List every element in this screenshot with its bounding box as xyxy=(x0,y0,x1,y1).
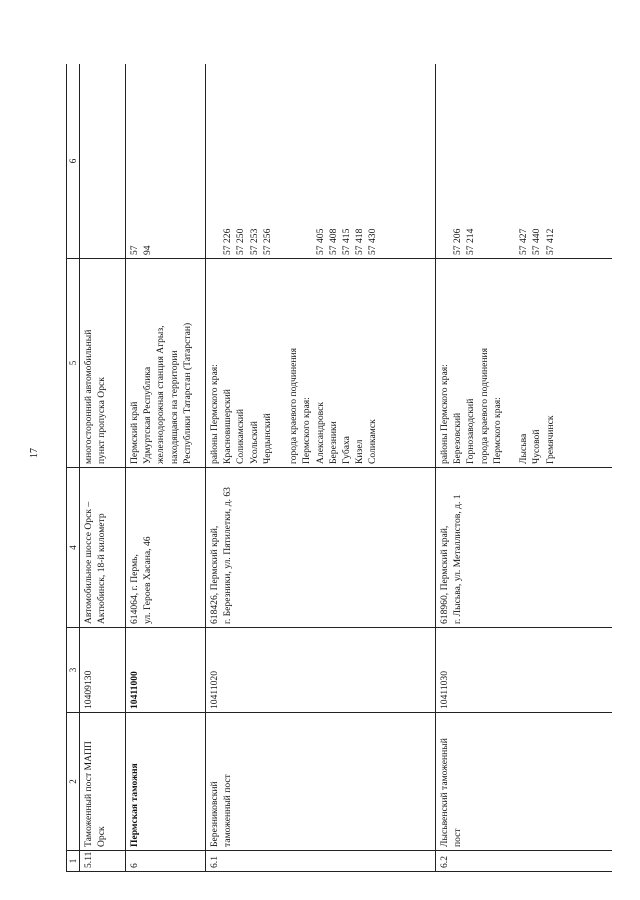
cell-line xyxy=(478,67,491,255)
cell-line: 57 405 xyxy=(314,228,326,255)
cell-line: Орск xyxy=(96,826,108,847)
cell-line: железнодорожная станция Агрыз, xyxy=(155,325,167,464)
cell-line: Автомобильное шоссе Орск – xyxy=(83,501,94,624)
cell-line xyxy=(274,262,287,464)
column-number: 5 xyxy=(67,259,80,468)
row-number: 6.1 xyxy=(209,856,220,868)
row-number: 6.2 xyxy=(439,856,450,868)
address-cell xyxy=(126,468,206,628)
cell-line: находящаяся на территории xyxy=(168,350,180,464)
cell-line xyxy=(287,67,300,255)
cell-line: Лысьвенский таможенный xyxy=(439,738,450,847)
cell-line: 57 427 xyxy=(518,228,530,255)
cell-line: многосторонний автомобильный xyxy=(83,329,94,464)
table-row xyxy=(80,64,126,872)
cell-line: 94 xyxy=(142,245,154,255)
column-number: 4 xyxy=(67,468,80,628)
okato-code-cell xyxy=(80,64,126,259)
cell-line xyxy=(504,67,517,255)
customs-code-cell xyxy=(126,628,206,713)
cell-line: Пермского края: xyxy=(301,397,313,464)
cell-line: 618426, Пермский край, xyxy=(209,525,220,624)
cell-line xyxy=(504,262,517,464)
column-number: 3 xyxy=(67,628,80,713)
customs-name-cell xyxy=(80,713,126,851)
customs-table xyxy=(66,64,612,872)
customs-name-cell xyxy=(206,713,436,851)
cell-line xyxy=(300,67,313,255)
cell-line: Пермская таможня xyxy=(129,763,140,847)
cell-line: Александровск xyxy=(314,401,326,464)
cell-line: 57 214 xyxy=(465,228,477,255)
cell-line: г. Березники, ул. Пятилетки, д. 63 xyxy=(222,487,234,624)
cell-line: пост xyxy=(452,828,464,847)
column-number: 6 xyxy=(67,64,80,259)
row-number-cell xyxy=(80,851,126,872)
cell-line: Республики Татарстан (Татарстан) xyxy=(181,322,193,464)
row-number-cell xyxy=(206,851,436,872)
row-number: 5.11 xyxy=(83,851,94,868)
cell-line: 57 418 xyxy=(354,228,366,255)
table-sheet xyxy=(66,64,612,872)
cell-line: районы Пермского края: xyxy=(209,364,220,464)
cell-line: 57 250 xyxy=(235,228,247,255)
cell-line: 57 415 xyxy=(340,228,352,255)
cell-line xyxy=(208,67,221,255)
cell-line: Горнозаводский xyxy=(465,398,477,464)
customs-code: 10411020 xyxy=(209,670,220,709)
cell-line: г. Лысьва, ул. Металлистов, д. 1 xyxy=(452,494,464,624)
cell-line: 57 408 xyxy=(327,228,339,255)
cell-line xyxy=(491,67,504,255)
customs-code-cell xyxy=(436,628,613,713)
cell-line: 57 256 xyxy=(261,228,273,255)
cell-line: города краевого подчинения xyxy=(288,347,300,464)
cell-line: Соликамский xyxy=(235,408,247,464)
cell-line xyxy=(438,67,451,255)
cell-line: 57 430 xyxy=(367,228,379,255)
customs-code: 10409130 xyxy=(83,670,94,709)
customs-code-cell xyxy=(206,628,436,713)
customs-code: 10411000 xyxy=(129,671,140,709)
cell-line: 57 440 xyxy=(531,228,543,255)
cell-line: таможенный пост xyxy=(222,774,234,847)
cell-line: 57 412 xyxy=(544,228,556,255)
table-body xyxy=(80,64,613,872)
okato-code-cell xyxy=(126,64,206,259)
table-row xyxy=(206,64,436,872)
cell-line: 618960, Пермский край, xyxy=(439,525,450,624)
cell-line: Актюбинск, 18-й километр xyxy=(96,513,108,624)
okato-code-cell xyxy=(206,64,436,259)
customs-code: 10411030 xyxy=(439,670,450,709)
row-number: 6 xyxy=(129,863,140,868)
column-number: 2 xyxy=(67,713,80,851)
cell-line: пункт пропуска Орск xyxy=(96,377,108,464)
customs-code-cell xyxy=(80,628,126,713)
cell-line: Пермский край xyxy=(129,401,140,464)
cell-line: Лысьва xyxy=(518,433,530,464)
customs-name-cell xyxy=(126,713,206,851)
cell-line: Усольский xyxy=(248,421,260,464)
cell-line: Кизел xyxy=(354,439,366,464)
column-number-row xyxy=(67,64,80,872)
cell-line: 57 226 xyxy=(222,228,234,255)
okato-code-cell xyxy=(436,64,613,259)
rotated-page xyxy=(66,64,612,872)
address-cell xyxy=(206,468,436,628)
cell-line: Березовский xyxy=(452,412,464,464)
cell-line: Соликамск xyxy=(367,419,379,464)
table-row xyxy=(126,64,206,872)
row-number-cell xyxy=(436,851,613,872)
column-number: 1 xyxy=(67,851,80,872)
cell-line: 614064, г. Пермь, xyxy=(129,554,140,624)
cell-line: Чусовой xyxy=(531,429,543,464)
cell-line: ул. Героев Хасана, 46 xyxy=(142,536,154,624)
activity-zone-cell xyxy=(126,259,206,468)
activity-zone-cell xyxy=(206,259,436,468)
cell-line: Таможенный пост МАПП xyxy=(83,741,94,847)
cell-line: Губаха xyxy=(341,436,353,464)
cell-line: города краевого подчинения xyxy=(478,347,490,464)
cell-line: 57 206 xyxy=(452,228,464,255)
cell-line: Чердынский xyxy=(261,413,273,464)
cell-line: Березниковский xyxy=(209,781,220,847)
page-number: 17 xyxy=(29,448,40,458)
address-cell xyxy=(80,468,126,628)
cell-line: Гремячинск xyxy=(544,415,556,464)
cell-line: Красновишерский xyxy=(222,389,234,464)
table-row xyxy=(436,64,613,872)
address-cell xyxy=(436,468,613,628)
cell-line: 57 253 xyxy=(248,228,260,255)
cell-line: районы Пермского края: xyxy=(439,364,450,464)
cell-line xyxy=(274,67,287,255)
row-number-cell xyxy=(126,851,206,872)
customs-name-cell xyxy=(436,713,613,851)
activity-zone-cell xyxy=(80,259,126,468)
cell-line: 57 xyxy=(129,245,140,255)
cell-line: Удмуртская Республика xyxy=(142,366,154,464)
activity-zone-cell xyxy=(436,259,613,468)
cell-line: Пермского края: xyxy=(491,397,503,464)
cell-line: Березники xyxy=(327,421,339,464)
